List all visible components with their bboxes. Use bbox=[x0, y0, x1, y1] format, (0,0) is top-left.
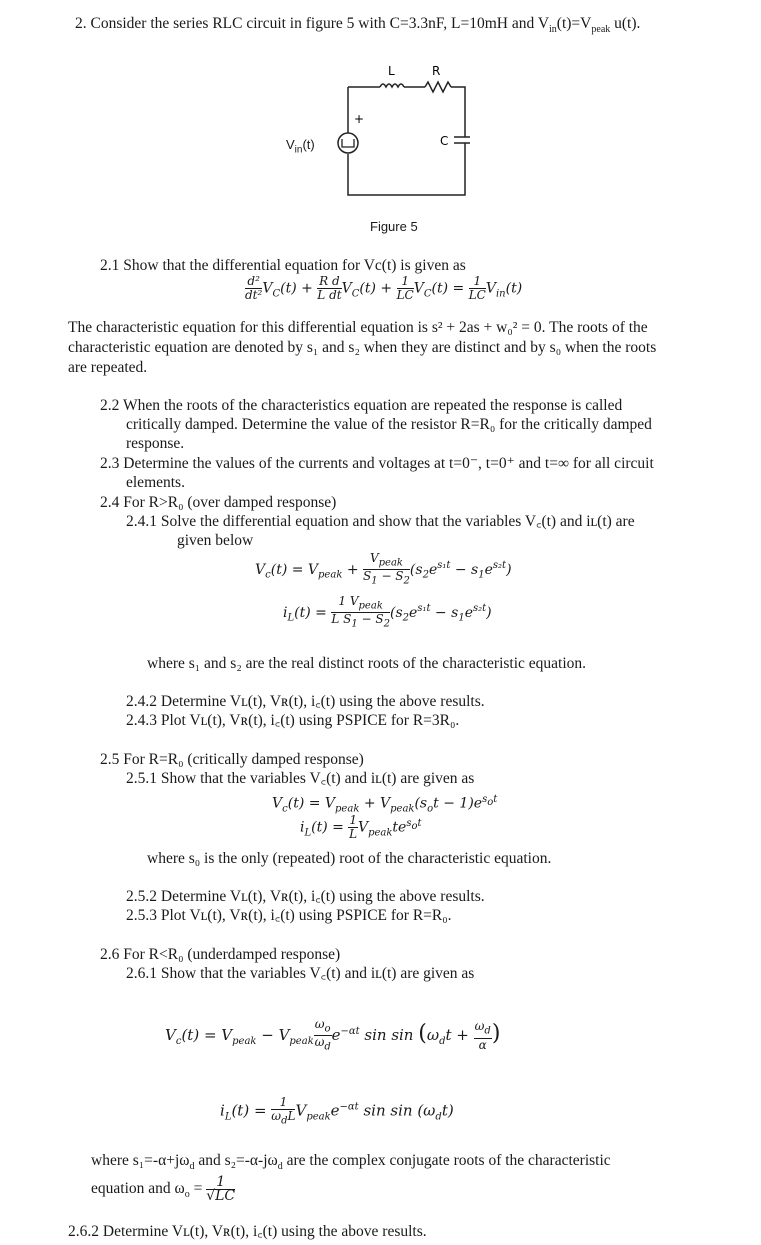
s2-5-title: 2.5 For R=R₀ (critically damped response) bbox=[100, 751, 364, 768]
header-sub: in bbox=[549, 24, 557, 36]
where-1c: and s₂=-α-jω bbox=[194, 1152, 278, 1169]
question-header bbox=[75, 14, 640, 39]
il-critical-eq: $i_L(t)$ = $\frac{1}{L}$ $V_{peak}te^{s_ot}$ bbox=[300, 813, 422, 842]
s2-6-where-line-1 bbox=[91, 1151, 611, 1176]
vc-critical-eq: $V_c(t) = V_{peak} + V_{peak}(s_ot - 1)e^{s_ot}$ bbox=[272, 794, 498, 815]
where-2a: equation and ω bbox=[91, 1180, 185, 1198]
where-1e: are the complex conjugate roots of the characteristic bbox=[282, 1152, 611, 1169]
s2-4-1-line-2: given below bbox=[177, 532, 254, 549]
s2-6-title: 2.6 For R<R₀ (underdamped response) bbox=[100, 946, 341, 963]
vin-sub: in bbox=[294, 144, 303, 156]
capacitor-label: C bbox=[440, 134, 449, 148]
s2-5-1: 2.5.1 Show that the variables V꜀(t) and iʟ(t) are given as bbox=[126, 770, 475, 787]
where-1b: d bbox=[189, 1161, 195, 1173]
s2-4-3: 2.4.3 Plot Vʟ(t), Vʀ(t), i꜀(t) using PSPICE for R=3R₀. bbox=[126, 712, 460, 729]
s2-1-text: 2.1 Show that the differential equation for Vc(t) is given as bbox=[100, 257, 466, 274]
omega-frac: $\frac{1}{√LC}$ bbox=[206, 1174, 236, 1204]
s2-6-1: 2.6.1 Show that the variables V꜀(t) and iʟ(t) are given as bbox=[126, 965, 475, 982]
s2-4-where: where s₁ and s₂ are the real distinct roots of the characteristic equation. bbox=[147, 655, 587, 672]
where-2c: = bbox=[189, 1180, 207, 1198]
where-1d: d bbox=[277, 1161, 283, 1173]
circuit-diagram bbox=[270, 55, 470, 205]
s2-3-line-2: elements. bbox=[126, 474, 185, 491]
s2-5-2: 2.5.2 Determine Vʟ(t), Vʀ(t), i꜀(t) using the above results. bbox=[126, 888, 485, 905]
s2-6-2: 2.6.2 Determine Vʟ(t), Vʀ(t), i꜀(t) using the above results. bbox=[68, 1223, 427, 1240]
s2-5-where: where s₀ is the only (repeated) root of the characteristic equation. bbox=[147, 850, 552, 867]
resistor-label: R bbox=[432, 64, 441, 78]
s2-2-line-1: 2.2 When the roots of the characteristics equation are repeated the response is called bbox=[100, 397, 623, 414]
inductor-label: L bbox=[388, 64, 395, 78]
header-end: u(t). bbox=[610, 15, 641, 32]
s2-6-where-line-2 bbox=[91, 1176, 235, 1204]
vin-t: (t) bbox=[302, 137, 315, 152]
char-eq-line-2: characteristic equation are denoted by s₁ and s₂ when they are distinct and by s₀ when the roots bbox=[68, 339, 657, 356]
vc-underdamped-eq: $V_c(t) = V_{peak} - V_{peak}$ $\frac{\omega_o}{\omega_d}$ $e^{-\alpha t}$ $\sin \sin (\omega_dt$ + $\frac{\omega_d}{\alpha}$ ) bbox=[165, 1017, 501, 1053]
where-2b: o bbox=[184, 1189, 190, 1201]
header-text: 2. Consider the series RLC circuit in figure 5 with C=3.3nF, L=10mH and V bbox=[75, 15, 550, 32]
s2-3-line-1: 2.3 Determine the values of the currents and voltages at t=0⁻, t=0⁺ and t=∞ for all circuit bbox=[100, 455, 654, 472]
vc-overdamped-eq: $V_c(t) = V_{peak}$ + $\frac{V_{peak}}{S_1 - S_2}$ $(s_2e^{s_1t} - s_1e^{s_2t})$ bbox=[255, 551, 512, 587]
figure-caption: Figure 5 bbox=[370, 219, 418, 234]
char-eq-line-1: The characteristic equation for this differential equation is s² + 2as + w₀² = 0. The roots of the bbox=[68, 319, 648, 336]
plus-label: + bbox=[354, 112, 365, 126]
header-mid: (t)=V bbox=[556, 15, 592, 32]
diff-equation: $\frac{\text{d²}}{\text{dt²}}$ $V_C(t)$ + $\frac{\text{R d}}{\text{L dt}}$ $V_C(t)$ + $\frac{1}{LC}$ $V_C(t)$ = $\frac{1}{LC}$ $V_{in}(t)$ bbox=[245, 274, 523, 302]
vin-v: V bbox=[286, 137, 295, 152]
header-sub2: peak bbox=[591, 24, 611, 36]
s2-2-line-2: critically damped. Determine the value of the resistor R=R₀ for the critically damped bbox=[126, 416, 652, 433]
il-overdamped-eq: $i_L(t)$ = $\frac{1 V_{peak}}{L S_1 - S_2}$ $(s_2e^{s_1t} - s_1e^{s_2t})$ bbox=[283, 594, 492, 630]
s2-5-3: 2.5.3 Plot Vʟ(t), Vʀ(t), i꜀(t) using PSPICE for R=R₀. bbox=[126, 907, 452, 924]
vin-label bbox=[286, 135, 315, 160]
s2-4-2: 2.4.2 Determine Vʟ(t), Vʀ(t), i꜀(t) using the above results. bbox=[126, 693, 485, 710]
s2-4-1-line-1: 2.4.1 Solve the differential equation and show that the variables V꜀(t) and iʟ(t) are bbox=[126, 513, 635, 530]
s2-2-line-3: response. bbox=[126, 435, 185, 452]
s2-4-title: 2.4 For R>R₀ (over damped response) bbox=[100, 494, 337, 511]
char-eq-line-3: are repeated. bbox=[68, 359, 148, 376]
il-underdamped-eq: $i_L(t)$ = $\frac{1}{\omega_dL}$ $V_{peak}e^{-\alpha t}$ $\sin \sin (\omega_dt)$ bbox=[220, 1095, 454, 1127]
where-1a: where s₁=-α+jω bbox=[91, 1152, 190, 1169]
